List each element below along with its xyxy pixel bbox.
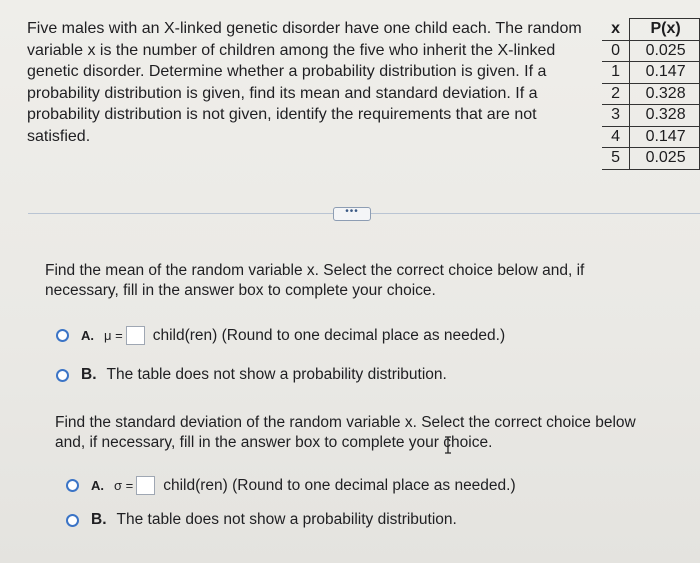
cell-px: 0.328 <box>630 105 700 127</box>
mean-option-b[interactable] <box>56 366 447 384</box>
more-button[interactable]: ••• <box>333 207 371 221</box>
radio-button[interactable] <box>66 514 79 527</box>
mu-symbol: μ = <box>104 328 123 343</box>
mean-option-a[interactable] <box>56 326 505 345</box>
radio-button[interactable] <box>56 329 69 342</box>
table-row <box>602 126 700 148</box>
cell-x: 5 <box>602 148 630 170</box>
table-row <box>602 40 700 62</box>
cell-px: 0.147 <box>630 62 700 84</box>
problem-statement: Five males with an X-linked genetic disorder have one child each. The random variable x is the number of children among the five who inherit the X-linked genetic disorder. Determine whether a probability distribution is given. If a probability distribution is given, find its mean and standard deviation. If a probability distribution is not given, identify the requirements that are not satisfied. <box>27 20 582 145</box>
table-row <box>602 62 700 84</box>
cell-x: 2 <box>602 83 630 105</box>
cell-px: 0.147 <box>630 126 700 148</box>
sd-option-a[interactable] <box>66 476 516 495</box>
radio-button[interactable] <box>66 479 79 492</box>
option-text: child(ren) (Round to one decimal place as needed.) <box>163 476 516 494</box>
text-cursor-icon <box>442 436 454 454</box>
mean-answer-input[interactable] <box>126 326 145 345</box>
option-letter: A. <box>91 478 104 493</box>
radio-button[interactable] <box>56 369 69 382</box>
option-text: The table does not show a probability distribution. <box>116 511 457 528</box>
cell-x: 1 <box>602 62 630 84</box>
table-row <box>602 148 700 170</box>
option-letter: A. <box>81 328 94 343</box>
cell-px: 0.328 <box>630 83 700 105</box>
probability-table <box>602 18 700 170</box>
option-letter: B. <box>81 366 97 383</box>
sd-answer-input[interactable] <box>136 476 155 495</box>
table-row <box>602 105 700 127</box>
cell-x: 4 <box>602 126 630 148</box>
table-header-x: x <box>602 19 630 41</box>
option-letter: B. <box>91 511 107 528</box>
table-row <box>602 83 700 105</box>
sd-option-b[interactable] <box>66 511 457 529</box>
cell-px: 0.025 <box>630 40 700 62</box>
sd-question-prompt: Find the standard deviation of the random variable x. Select the correct choice below and, if necessary, fill in the answer box to complete your choice. <box>55 414 636 451</box>
cell-px: 0.025 <box>630 148 700 170</box>
mean-question-prompt: Find the mean of the random variable x. Select the correct choice below and, if necessary, fill in the answer box to complete your choice. <box>45 262 585 299</box>
option-text: The table does not show a probability distribution. <box>106 366 447 383</box>
option-text: child(ren) (Round to one decimal place as needed.) <box>152 326 506 344</box>
table-header-px: P(x) <box>630 19 700 41</box>
sigma-symbol: σ = <box>114 478 134 493</box>
cell-x: 0 <box>602 40 630 62</box>
cell-x: 3 <box>602 105 630 127</box>
